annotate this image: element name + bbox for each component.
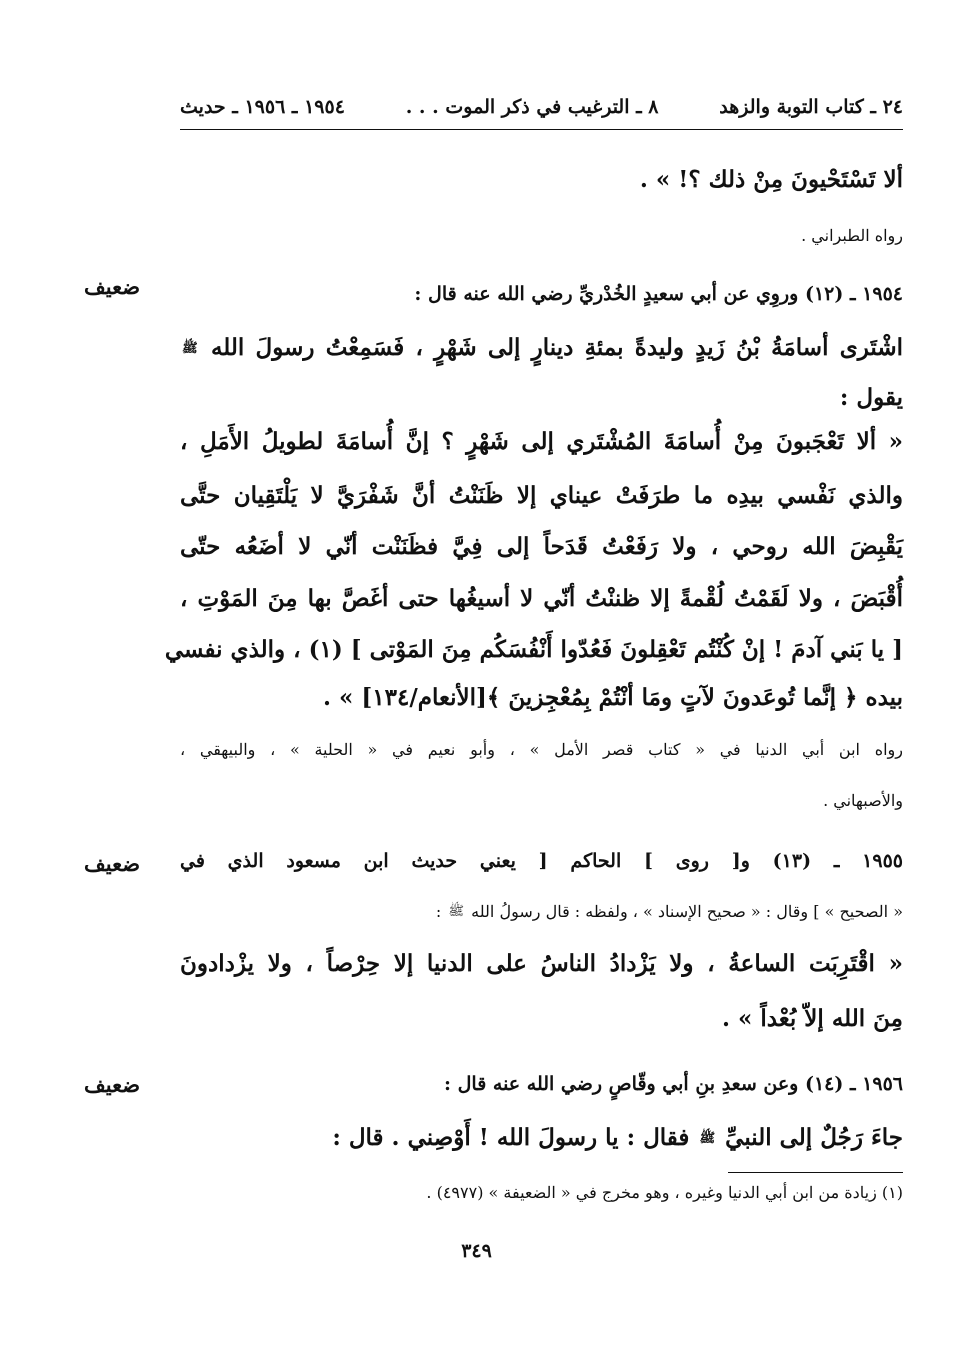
page-number: ٣٤٩ <box>461 1240 492 1262</box>
text-line: « ألا تَعْجَبونَ مِنْ أُسامَةَ المُشْتَري إلى شَهْرٍ ؟ إنَّ أُسامَةَ لطويلُ الأَمَلِ ، <box>180 428 903 455</box>
hadith-heading: ١٩٥٦ ـ (١٤) وعن سعدِ بنِ أبي وقّاصٍ رضي الله عنه قال : <box>443 1073 903 1095</box>
header-divider <box>180 129 903 130</box>
text-line <box>180 334 903 361</box>
text-line: « اقْتَرِبَت الساعةُ ، ولا يَزْدادُ الناسُ على الدنيا إلا حِرْصاً ، ولا يزْدادونَ <box>180 950 903 977</box>
header-chapter: ٢٤ ـ كتاب التوبة والزهد <box>719 96 903 118</box>
grade-label: ضعيف <box>84 1072 141 1097</box>
source-line: رواه ابن أبي الدنيا في « كتاب قصر الأمل » ، وأبو نعيم في « الحلية » ، والبيهقي ، <box>180 740 903 759</box>
text-segment: اشْتَرى أسامَةُ بْنُ زَيدٍ وليدةً بمئةِ دينارٍ إلى شَهْرٍ ، فَسَمِعْتُ رسولَ الله <box>210 334 903 361</box>
salawat-glyph: ﷺ <box>448 904 465 919</box>
hadith-heading: ١٩٥٥ ـ (١٣) و[ روى ] الحاكم [ يعني حديث ابن مسعود الذي في <box>180 850 903 872</box>
text-line: والذي نَفْسي بيدِه ما طرَفَتْ عيناي إلا ظَنَنْتُ أنَّ شَفْرَيَّ لا يَلْتَقِيان حتَّى <box>180 482 903 509</box>
text-line: أُقْبَضَ ، ولا لَقَمْتُ لُقْمةً إلا ظننْتُ أنّي لا أسيغُها حتى أغَصَّ بها مِنَ المَوْتِ ، <box>180 585 903 612</box>
hadith-heading: ١٩٥٤ ـ (١٢) وروِي عن أبي سعيدٍ الخُدْريِّ رضي الله عنه قال : <box>414 283 903 305</box>
footnote-divider <box>728 1172 903 1173</box>
footnote: (١) زيادة من ابن أبي الدنيا وغيره ، وهو مخرج في « الضعيفة » (٤٩٧٧) . <box>426 1183 903 1202</box>
running-header <box>180 92 903 122</box>
source-line: والأصبهاني . <box>823 791 903 810</box>
salawat-glyph: ﷺ <box>699 1130 716 1146</box>
text-segment: « الصحيح » ] وقال : « صحيح الإسناد » ، ولفظه : قال رسولُ الله <box>471 902 903 921</box>
text-line: ألا تَسْتَحْيونَ مِنْ ذلك ؟! » . <box>639 166 903 193</box>
salawat-glyph: ﷺ <box>182 340 198 356</box>
text-line: يقول : <box>839 384 903 411</box>
header-section: ٨ ـ الترغيب في ذكر الموت . . . <box>405 96 659 118</box>
header-hadith-range: ١٩٥٤ ـ ١٩٥٦ ـ حديث <box>180 96 345 118</box>
text-line: يَقْبِضَ الله روحي ، ولا رَفَعْتُ قَدَحاً إلى فِيَّ فظَنَنْت أنّي لا أضَعُه حتّى <box>180 533 903 560</box>
text-line <box>180 902 903 922</box>
text-segment: فقال : يا رسولَ الله ! أَوْصِني . قال : <box>332 1124 690 1151</box>
text-segment: جاءَ رَجُلٌ إلى النبيِّ <box>725 1124 903 1151</box>
grade-label: ضعيف <box>84 851 141 876</box>
text-line: بيده ﴿ إنَّما تُوعَدونَ لآتٍ ومَا أنْتُمْ بِمُعْجِزينَ ﴾[الأنعام/١٣٤] » . <box>322 684 903 711</box>
text-line: [ يا بَني آدمَ ! إنْ كُنْتُم تَعْقِلونَ فَعُدّوا أَنْفُسَكُم مِنَ المَوْتى ] (١) ، والذي نفسي <box>164 636 903 663</box>
source-line: رواه الطبراني . <box>801 226 903 245</box>
text-line <box>180 1124 903 1151</box>
text-segment: : <box>435 902 442 921</box>
grade-label: ضعيف <box>84 274 141 299</box>
text-line: مِنَ الله إلاّ بُعْداً » . <box>721 1005 903 1032</box>
